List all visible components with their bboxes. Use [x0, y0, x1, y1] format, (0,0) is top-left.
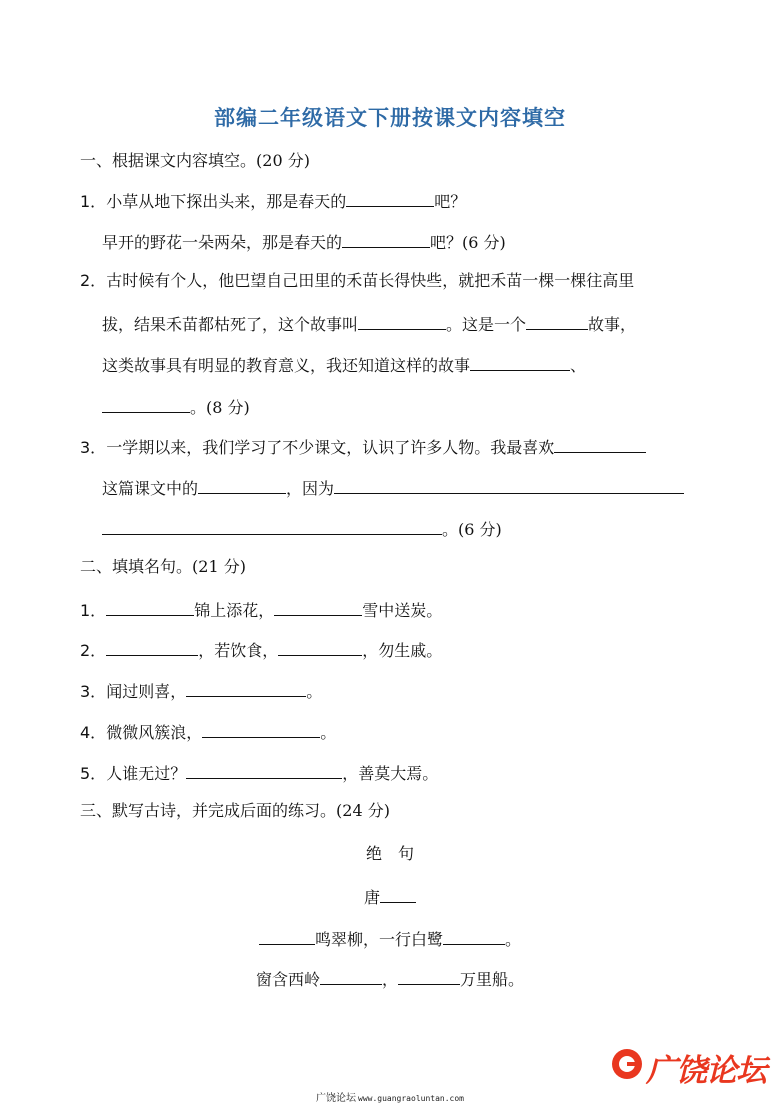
q2-blank-2[interactable]: [526, 311, 588, 330]
section3-heading-text: 三、默写古诗，并完成后面的练习。: [80, 801, 337, 820]
s2-item-2: [80, 637, 442, 662]
s2-item-4-blank-1[interactable]: [202, 719, 320, 738]
section2-heading-text: 二、填填名句。: [80, 557, 193, 576]
s2-item-3-number: 3．: [80, 682, 107, 701]
q1-number: 1．: [80, 192, 107, 211]
s2-item-2-blank-1[interactable]: [106, 637, 198, 656]
q2-line2: [102, 311, 636, 336]
section1-heading: [80, 150, 310, 172]
section1-heading-text: 一、根据课文内容填空。: [80, 151, 257, 170]
q2-text-3a: 这类故事具有明显的教育意义，我还知道这样的故事: [102, 356, 471, 375]
q1-blank-1[interactable]: [346, 188, 434, 207]
q2-line3: [102, 352, 586, 377]
s2-item-4-text-a: 微微风簇浪，: [106, 723, 203, 742]
q3-blank-3[interactable]: [334, 475, 684, 494]
poem-line2-text-b: ，: [381, 970, 398, 989]
q2-text-4a: 。: [190, 398, 207, 417]
s2-item-1: [80, 597, 442, 622]
q1-score: (6 分): [462, 233, 506, 252]
q3-blank-1[interactable]: [554, 434, 646, 453]
s2-item-3-text-b: 。: [306, 682, 323, 701]
q1-text-c: 早开的野花一朵两朵，那是春天的: [102, 233, 343, 252]
section3-heading: [80, 800, 390, 822]
q2-text-3b: 、: [570, 356, 587, 375]
q2-score: (8 分): [206, 398, 250, 417]
q3-line2: [102, 475, 684, 500]
q1-text-a: 小草从地下探出头来，那是春天的: [106, 192, 347, 211]
s2-item-2-number: 2．: [80, 641, 107, 660]
s2-item-2-text-a: ，若饮食，: [198, 641, 279, 660]
q2-text-2b: 。这是一个: [446, 315, 527, 334]
watermark-text: 广饶论坛: [646, 1053, 766, 1089]
q1-text-d: 吧？: [430, 233, 463, 252]
poem-line-2: [0, 966, 780, 991]
q1-blank-2[interactable]: [342, 229, 430, 248]
s2-item-4: [80, 719, 336, 744]
s2-item-2-text-b: ，勿生戚。: [362, 641, 443, 660]
section2-heading: [80, 556, 246, 578]
q2-blank-4[interactable]: [102, 394, 190, 413]
s2-item-4-text-b: 。: [320, 723, 337, 742]
section3-score: (24 分): [336, 801, 390, 820]
section1-score: (20 分): [256, 151, 310, 170]
poem-author-blank[interactable]: [380, 884, 416, 903]
poem-line-1: [0, 926, 780, 951]
poem-author: 唐: [363, 888, 380, 907]
q1-text-b: 吧？: [434, 192, 467, 211]
footer: [0, 1089, 780, 1104]
q2-blank-1[interactable]: [358, 311, 446, 330]
watermark-logo: [612, 1043, 777, 1087]
q2-number: 2．: [80, 271, 107, 290]
page-title: 部编二年级语文下册按课文内容填空: [214, 106, 566, 130]
poem-title: 绝 句: [365, 844, 414, 863]
footer-url[interactable]: www.guangraoluntan.com: [358, 1094, 464, 1103]
q2-text-2a: 拔，结果禾苗都枯死了，这个故事叫: [102, 315, 359, 334]
s2-item-1-text-b: 雪中送炭。: [362, 601, 443, 620]
q1-line1: [80, 188, 466, 213]
poem-line2-blank-1[interactable]: [320, 966, 382, 985]
section2-score: (21 分): [192, 557, 246, 576]
s2-item-3: [80, 678, 322, 703]
q3-blank-2[interactable]: [198, 475, 286, 494]
footer-site-name: 广饶论坛: [316, 1093, 357, 1104]
logo-icon: [612, 1049, 642, 1079]
s2-item-1-number: 1．: [80, 601, 107, 620]
q3-text-2b: ，因为: [286, 479, 335, 498]
poem-line1-blank-1[interactable]: [259, 926, 315, 945]
q3-score: (6 分): [458, 520, 502, 539]
poem-line2-blank-2[interactable]: [398, 966, 460, 985]
q1-line2: [102, 229, 506, 254]
s2-item-2-blank-2[interactable]: [278, 637, 362, 656]
s2-item-5-blank-1[interactable]: [186, 760, 342, 779]
q2-text-1: 古时候有个人，他巴望自己田里的禾苗长得快些，就把禾苗一棵一棵往高里: [106, 271, 635, 290]
q3-line3: [102, 516, 502, 541]
q2-blank-3[interactable]: [470, 352, 570, 371]
q3-text-2a: 这篇课文中的: [102, 479, 199, 498]
poem-line1-text-b: 。: [505, 930, 522, 949]
q2-line4: [102, 394, 250, 419]
poem-author-line: [0, 884, 780, 909]
q3-text-1a: 一学期以来，我们学习了不少课文，认识了许多人物。我最喜欢: [106, 438, 555, 457]
s2-item-5-text-a: 人谁无过？: [106, 764, 187, 783]
s2-item-1-blank-1[interactable]: [106, 597, 194, 616]
s2-item-5-number: 5．: [80, 764, 107, 783]
s2-item-1-blank-2[interactable]: [274, 597, 362, 616]
poem-line2-text-c: 万里船。: [460, 970, 525, 989]
s2-item-5-text-b: ，善莫大焉。: [342, 764, 439, 783]
s2-item-3-text-a: 闻过则喜，: [106, 682, 187, 701]
q2-text-2c: 故事，: [588, 315, 637, 334]
s2-item-4-number: 4．: [80, 723, 107, 742]
q3-number: 3．: [80, 438, 107, 457]
q3-line1: [80, 434, 646, 459]
poem-line1-text-a: 鸣翠柳，一行白鹭: [314, 930, 443, 949]
q2-line1: [80, 270, 634, 292]
s2-item-3-blank-1[interactable]: [186, 678, 306, 697]
poem-line2-text-a: 窗含西岭: [255, 970, 320, 989]
s2-item-1-text-a: 锦上添花，: [194, 601, 275, 620]
s2-item-5: [80, 760, 438, 785]
q3-blank-4[interactable]: [102, 516, 442, 535]
q3-text-3a: 。: [442, 520, 459, 539]
poem-line1-blank-2[interactable]: [443, 926, 505, 945]
